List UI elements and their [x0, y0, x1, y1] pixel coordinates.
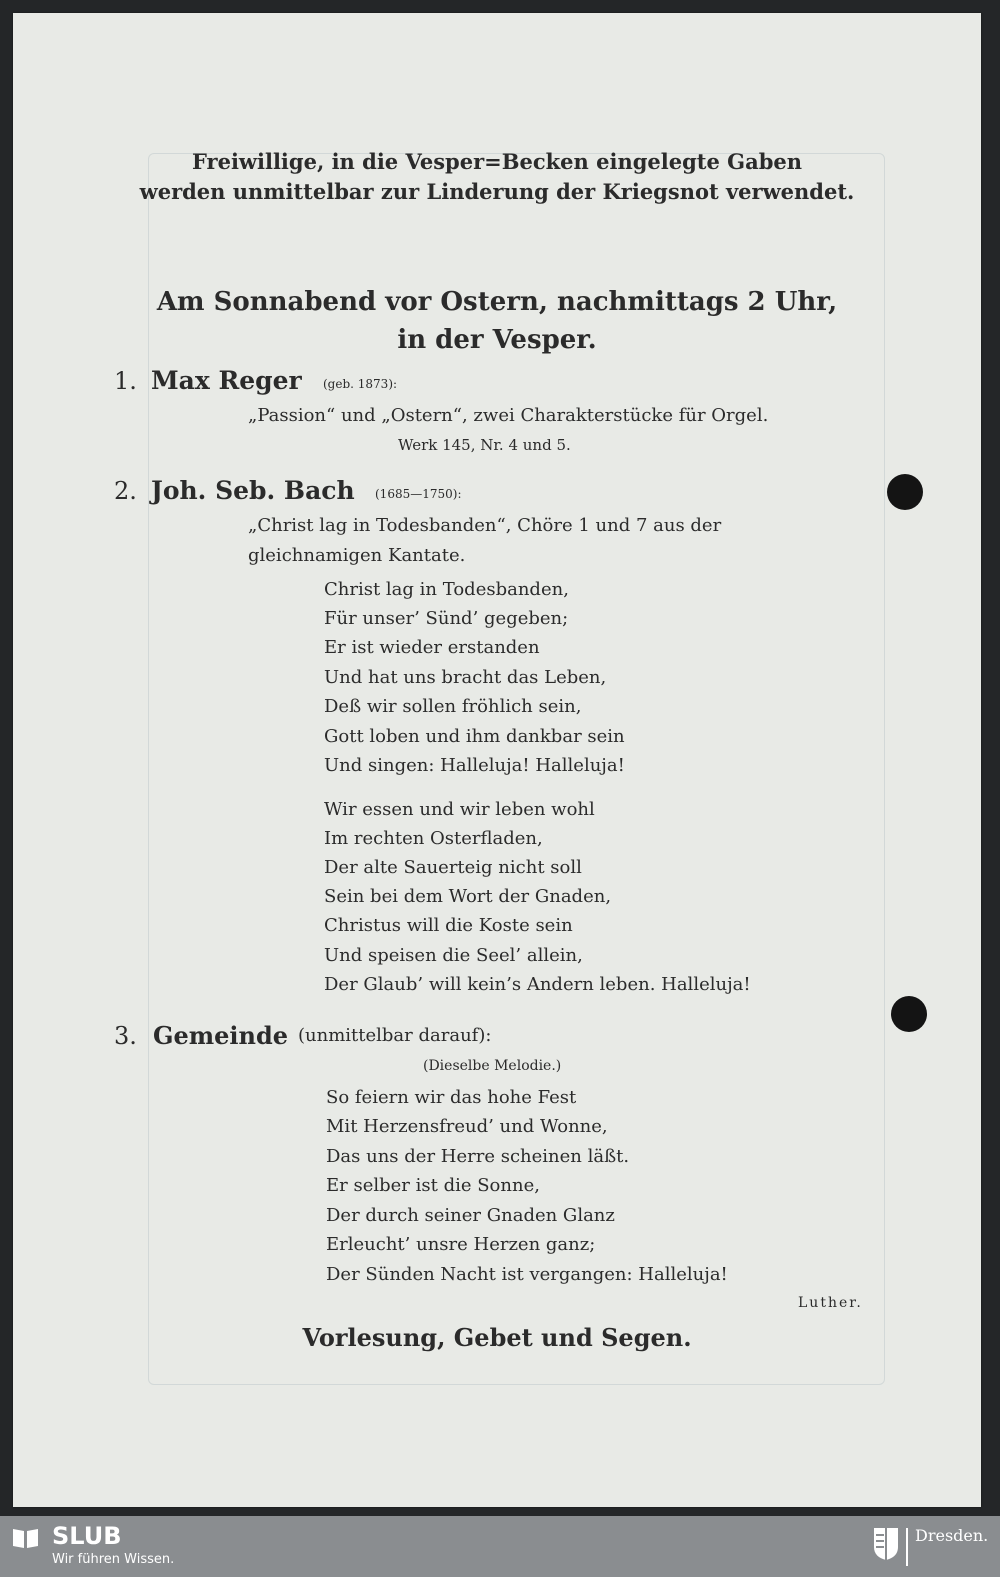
item-1-dates: (geb. 1873):: [323, 377, 398, 391]
dresden-crest-icon: [873, 1527, 899, 1561]
item-2-dates: (1685—1750):: [375, 487, 462, 501]
verse-2-line: Und speisen die Seel’ allein,: [324, 945, 583, 966]
punch-hole: [891, 996, 927, 1032]
item-2-work-line-2: gleichnamigen Kantate.: [248, 545, 466, 566]
item-1-work: „Passion“ und „Ostern“, zwei Charakterstücke für Orgel.: [248, 405, 769, 426]
item-2-work-line-1: „Christ lag in Todesbanden“, Chöre 1 und 7 aus der: [248, 515, 722, 536]
hymn-author: Luther.: [798, 1295, 863, 1311]
verse-3-line: Der durch seiner Gnaden Glanz: [326, 1205, 615, 1226]
item-1-composer: Max Reger: [151, 366, 302, 395]
verse-2-line: Im rechten Osterfladen,: [324, 828, 543, 849]
notice-line-2: werden unmittelbar zur Linderung der Kriegsnot verwendet.: [139, 179, 855, 204]
verse-1-line: Christ lag in Todesbanden,: [324, 579, 569, 600]
verse-3-line: Der Sünden Nacht ist vergangen: Halleluja!: [326, 1264, 728, 1285]
item-3-melody: (Dieselbe Melodie.): [423, 1058, 562, 1074]
book-icon: [11, 1526, 41, 1550]
verse-3-line: Er selber ist die Sonne,: [326, 1175, 540, 1196]
item-3-number: 3.: [114, 1022, 137, 1050]
heading-line-2: in der Vesper.: [397, 325, 597, 355]
verse-2-line: Sein bei dem Wort der Gnaden,: [324, 886, 612, 907]
item-2-composer: Joh. Seb. Bach: [151, 476, 355, 505]
item-3-note: (unmittelbar darauf):: [298, 1025, 492, 1046]
verse-2-line: Der alte Sauerteig nicht soll: [324, 857, 582, 878]
verse-2-line: Der Glaub’ will kein’s Andern leben. Halleluja!: [324, 974, 751, 995]
dresden-logo-text: Dresden.: [915, 1526, 989, 1545]
document-page: [13, 13, 981, 1507]
verse-1-line: Er ist wieder erstanden: [324, 637, 540, 658]
punch-hole: [887, 474, 923, 510]
verse-3-line: Erleucht’ unsre Herzen ganz;: [326, 1234, 596, 1255]
verse-2-line: Wir essen und wir leben wohl: [324, 799, 595, 820]
verse-1-line: Und hat uns bracht das Leben,: [324, 667, 607, 688]
closing-line: Vorlesung, Gebet und Segen.: [302, 1323, 692, 1352]
verse-1-line: Und singen: Halleluja! Halleluja!: [324, 755, 625, 776]
item-1-opus: Werk 145, Nr. 4 und 5.: [398, 436, 571, 454]
slub-logo-text: SLUB: [52, 1522, 122, 1550]
item-2-number: 2.: [114, 477, 137, 505]
item-3-title: Gemeinde: [153, 1021, 289, 1050]
verse-1-line: Deß wir sollen fröhlich sein,: [324, 696, 582, 717]
verse-3-line: Das uns der Herre scheinen läßt.: [326, 1146, 630, 1167]
slub-tagline: Wir führen Wissen.: [52, 1552, 175, 1567]
verse-1-line: Für unser’ Sünd’ gegeben;: [324, 608, 569, 629]
heading-line-1: Am Sonnabend vor Ostern, nachmittags 2 Uhr,: [156, 287, 838, 317]
verse-3-line: Mit Herzensfreud’ und Wonne,: [326, 1116, 608, 1137]
item-1-number: 1.: [114, 367, 137, 395]
notice-line-1: Freiwillige, in die Vesper=Becken eingelegte Gaben: [191, 149, 803, 174]
verse-1-line: Gott loben und ihm dankbar sein: [324, 726, 625, 747]
footer-bar: [0, 1516, 1000, 1577]
verse-2-line: Christus will die Koste sein: [324, 915, 573, 936]
footer-divider: [906, 1528, 908, 1566]
verse-3-line: So feiern wir das hohe Fest: [326, 1087, 577, 1108]
